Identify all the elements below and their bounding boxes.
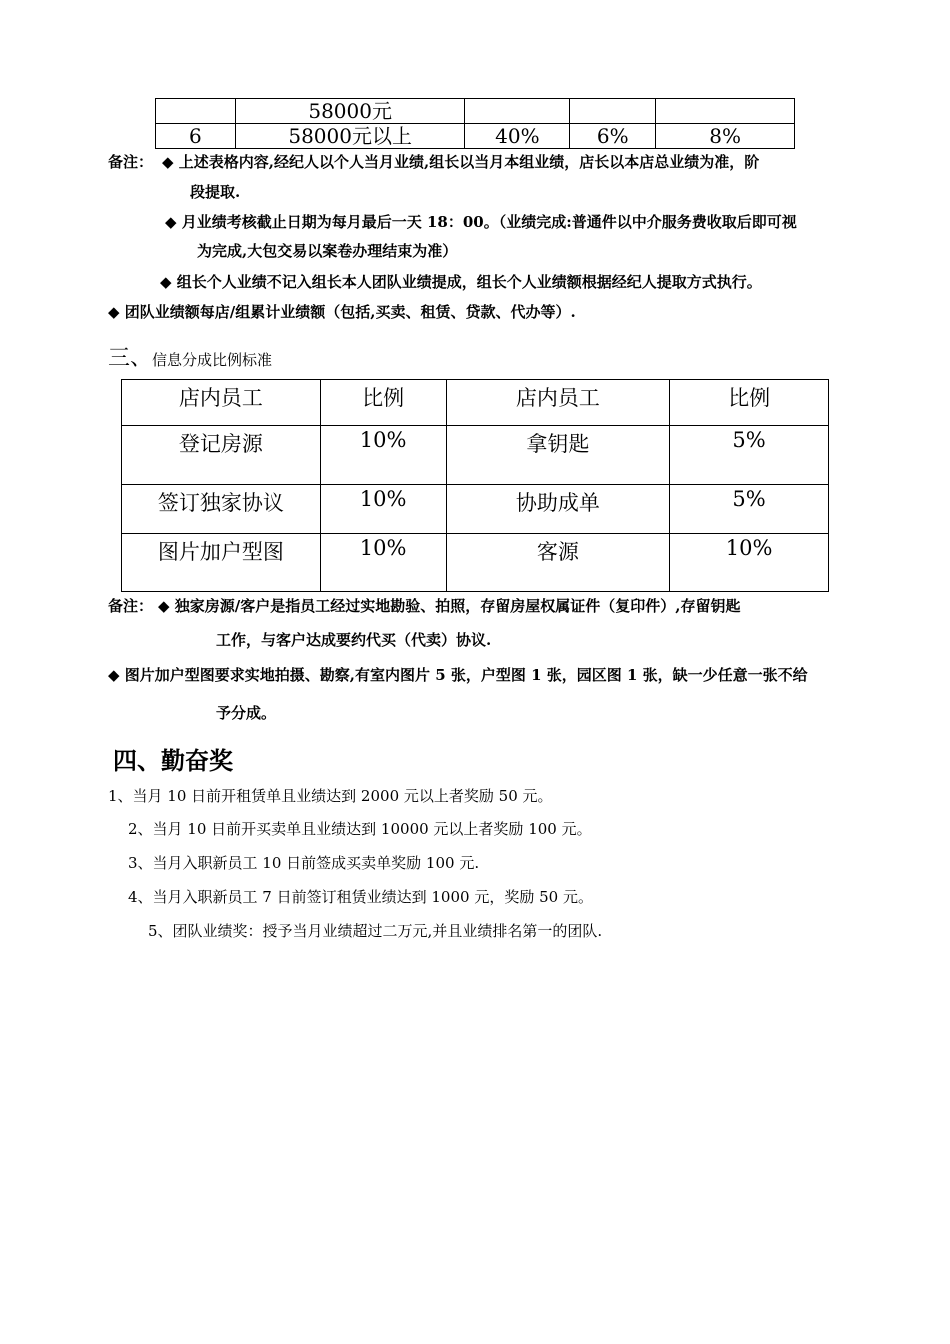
table-cell: 10% [320,534,446,592]
column-header: 店内员工 [122,380,321,426]
column-header: 比例 [670,380,829,426]
table-cell: 10% [670,534,829,592]
table-row [156,99,795,124]
list-item: 2、当月 10 日前开买卖单且业绩达到 10000 元以上者奖励 100 元。 [128,820,592,838]
column-header: 店内员工 [446,380,670,426]
table-cell: 5% [670,485,829,534]
table-cell: 6 [156,124,236,149]
list-item: 5、团队业绩奖：授予当月业绩超过二万元,并且业绩排名第一的团队. [148,922,603,940]
note-line: 为完成,大包交易以案卷办理结束为准） [197,242,458,260]
notes-label: 备注： [108,597,154,615]
table-cell: 5% [670,426,829,485]
note-line: ◆ 独家房源/客户是指员工经过实地勘验、拍照，存留房屋权属证件（复印件）,存留钥匙 [158,597,741,615]
note-line: ◆ 团队业绩额每店/组累计业绩额（包括,买卖、租赁、贷款、代办等）. [108,303,576,321]
ratio-table [121,379,829,592]
table-cell [465,99,570,124]
note-line: 段提取. [190,183,241,201]
table-row [122,426,829,485]
table-cell: 协助成单 [446,485,670,534]
table-cell [570,99,656,124]
note-line: ◆ 组长个人业绩不记入组长本人团队业绩提成，组长个人业绩额根据经纪人提取方式执行。 [160,273,762,291]
section-title: 信息分成比例标准 [152,351,273,369]
table-cell: 8% [656,124,795,149]
note-line: 工作，与客户达成要约代买（代卖）协议. [216,631,492,649]
table-row [122,485,829,534]
column-header: 比例 [320,380,446,426]
section-heading [108,341,272,372]
table-cell: 58000元 [235,99,465,124]
commission-table [155,98,795,149]
table-row [122,534,829,592]
table-cell: 10% [320,485,446,534]
notes-label: 备注： [108,153,154,171]
table-row [156,124,795,149]
table-header-row [122,380,829,426]
note-line: ◆ 上述表格内容,经纪人以个人当月业绩,组长以当月本组业绩，店长以本店总业绩为准，阶 [162,153,760,171]
note-line: ◆ 图片加户型图要求实地拍摄、勘察,有室内图片 5 张，户型图 1 张，园区图 1 张，缺一少任意一张不给 [108,666,808,684]
note-line: 予分成。 [216,704,277,722]
table-cell: 登记房源 [122,426,321,485]
table-cell [156,99,236,124]
list-item: 1、当月 10 日前开租赁单且业绩达到 2000 元以上者奖励 50 元。 [108,787,553,805]
list-item: 4、当月入职新员工 7 日前签订租赁业绩达到 1000 元，奖励 50 元。 [128,888,593,906]
table-cell: 客源 [446,534,670,592]
table-cell: 40% [465,124,570,149]
table-cell: 6% [570,124,656,149]
table-cell: 10% [320,426,446,485]
section-heading: 四、勤奋奖 [113,746,233,775]
note-line: ◆ 月业绩考核截止日期为每月最后一天 18：00。（业绩完成:普通件以中介服务费收取后即可视 [165,213,797,231]
table-cell: 签订独家协议 [122,485,321,534]
table-cell: 拿钥匙 [446,426,670,485]
list-item: 3、当月入职新员工 10 日前签成买卖单奖励 100 元. [128,854,480,872]
table-cell [656,99,795,124]
section-number: 三、 [108,346,153,371]
table-cell: 58000元以上 [235,124,465,149]
table-cell: 图片加户型图 [122,534,321,592]
